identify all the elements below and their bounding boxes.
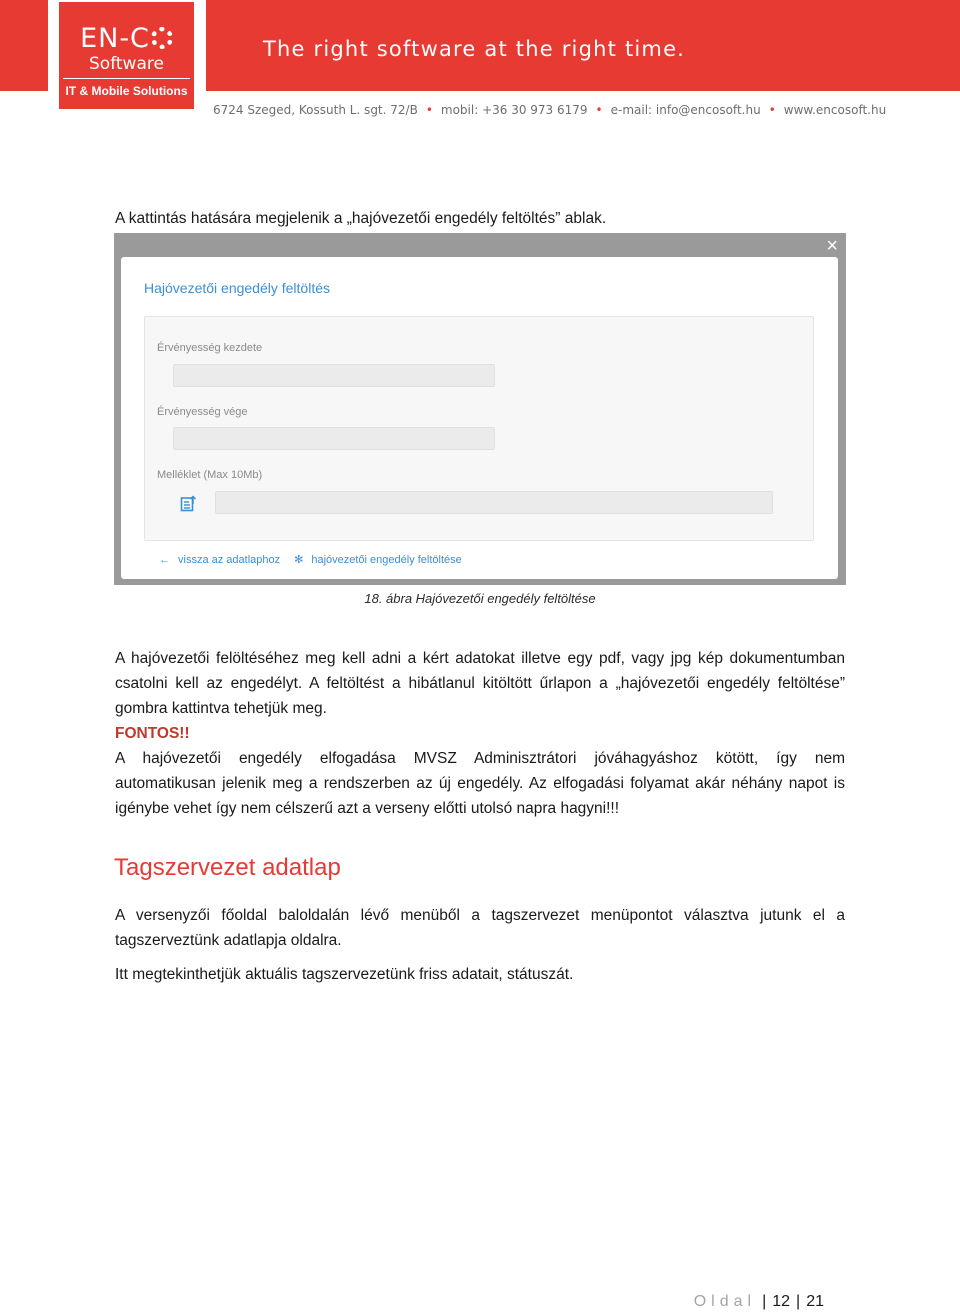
validity-start-input[interactable] xyxy=(173,364,495,387)
contact-line xyxy=(213,102,886,118)
attachment-file-input[interactable] xyxy=(215,491,773,514)
validity-end-input[interactable] xyxy=(173,427,495,450)
intro-text: A kattintás hatására megjelenik a „hajóvezetői engedély feltöltés” ablak. xyxy=(115,210,607,227)
modal-footer xyxy=(159,553,462,567)
contact-website[interactable]: www.encosoft.hu xyxy=(783,103,887,117)
paragraph-line: csatolni kell az engedélyt. A feltöltést a hibátlanul kitöltött űrlapon a „hajóvezetői engedély feltöltése” xyxy=(115,675,845,692)
page-footer xyxy=(694,1292,824,1312)
logo-main-text: EN-C xyxy=(59,24,194,54)
section-heading: Tagszervezet adatlap xyxy=(114,854,341,881)
validity-start-label: Érvényesség kezdete xyxy=(157,342,263,354)
page-word: Oldal xyxy=(693,1293,757,1310)
close-icon[interactable]: × xyxy=(826,235,838,257)
modal-title: Hajóvezetői engedély feltöltés xyxy=(144,280,331,296)
intro-paragraph xyxy=(115,206,845,231)
paragraph-line: tagszerveztünk adatlapja oldalra. xyxy=(115,932,342,949)
contact-address: 6724 Szeged, Kossuth L. sgt. 72/B xyxy=(213,103,418,117)
attachment-label: Melléklet (Max 10Mb) xyxy=(157,469,263,481)
upload-modal xyxy=(121,257,838,579)
back-to-profile-link[interactable]: vissza az adatlaphoz xyxy=(178,554,281,566)
header-accent-block xyxy=(0,0,48,91)
header-band xyxy=(206,0,960,91)
contact-mobile: mobil: +36 30 973 6179 xyxy=(440,103,588,117)
upload-icon[interactable] xyxy=(180,495,197,512)
paragraph-line: Itt megtekinthetjük aktuális tagszervezetünk friss adatait, státuszát. xyxy=(115,966,574,983)
bullet-icon: • xyxy=(595,103,603,117)
contact-email[interactable]: e-mail: info@encosoft.hu xyxy=(610,103,761,117)
company-logo xyxy=(59,2,194,109)
paragraph-line: automatikusan jelenik meg a rendszerben az új engedély. Az elfogadási folyamat akár néhány napot is xyxy=(115,775,845,792)
paragraph-line: A versenyzői főoldal baloldalán lévő menüből a tagszervezet menüpontot választva jutunk el a xyxy=(115,907,845,924)
gear-icon: ✻ xyxy=(294,554,304,566)
logo-divider xyxy=(63,78,190,79)
page-total: 21 xyxy=(806,1293,824,1310)
logo-sub-text: Software xyxy=(89,54,164,74)
page-number: 12 xyxy=(772,1293,791,1310)
header-slogan: The right software at the right time. xyxy=(263,37,686,61)
footer-divider: | xyxy=(762,1293,767,1310)
bullet-icon: • xyxy=(425,103,433,117)
arrow-left-icon: ← xyxy=(159,554,170,566)
form-panel xyxy=(144,316,814,541)
figure-screenshot xyxy=(114,233,846,585)
important-label: FONTOS!! xyxy=(115,725,190,742)
section-paragraph xyxy=(115,962,845,987)
figure-caption: 18. ábra Hajóvezetői engedély feltöltése xyxy=(364,591,596,606)
paragraph-line: igénybe vehet így nem célszerű azt a verseny előtti utolsó napra hagyni!!! xyxy=(115,800,620,817)
paragraph-line: gombra kattintva tehetjük meg. xyxy=(115,700,327,717)
upload-instructions-paragraph xyxy=(115,646,845,821)
paragraph-line: A hajóvezetői felöltéséhez meg kell adni a kért adatokat illetve egy pdf, vagy jpg kép dokumentumban xyxy=(115,650,845,667)
logo-gear-icon xyxy=(151,27,173,49)
logo-tagline: IT & Mobile Solutions xyxy=(65,84,188,98)
paragraph-line: A hajóvezetői engedély elfogadása MVSZ Adminisztrátori jóváhagyáshoz kötött, így nem xyxy=(115,750,845,767)
bullet-icon: • xyxy=(768,103,776,117)
section-paragraph xyxy=(115,903,845,953)
footer-divider: | xyxy=(796,1293,801,1310)
upload-license-link[interactable]: hajóvezetői engedély feltöltése xyxy=(311,554,462,566)
validity-end-label: Érvényesség vége xyxy=(157,406,248,418)
